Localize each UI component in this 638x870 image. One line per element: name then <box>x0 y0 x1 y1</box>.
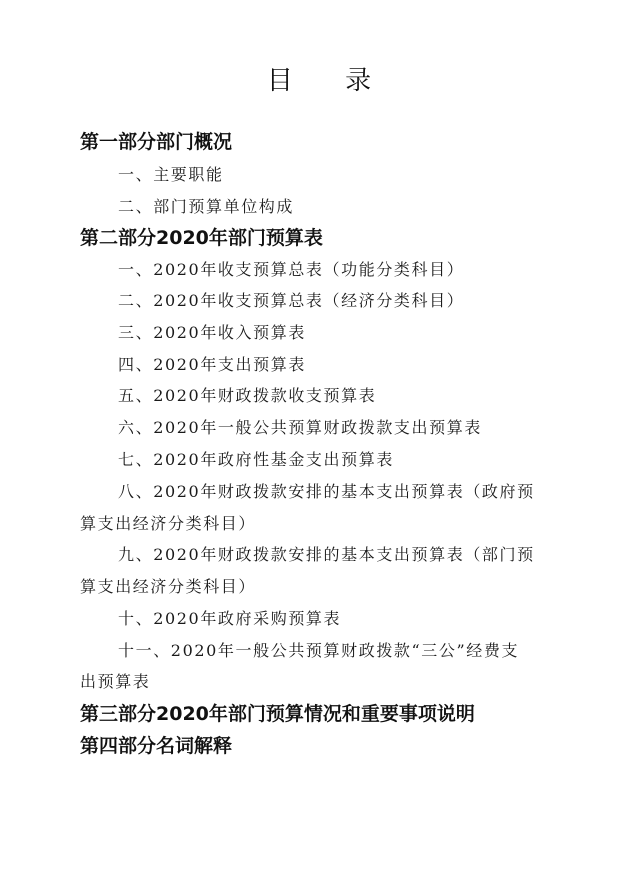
toc-item-2-8: 八、2020年财政拨款安排的基本支出预算表（政府预 <box>118 482 535 501</box>
toc-part-3: 第三部分2020年部门预算情况和重要事项说明 <box>80 703 475 725</box>
toc-item-unit-composition: 二、部门预算单位构成 <box>118 197 295 216</box>
toc-item-main-functions: 一、主要职能 <box>118 165 224 184</box>
toc-item-2-11-continued: 出预算表 <box>80 672 151 691</box>
toc-item-2-4: 四、2020年支出预算表 <box>118 355 306 374</box>
toc-item-2-6: 六、2020年一般公共预算财政拨款支出预算表 <box>118 418 482 437</box>
toc-item-2-3: 三、2020年收入预算表 <box>118 323 306 342</box>
toc-item-2-11: 十一、2020年一般公共预算财政拨款“三公”经费支 <box>118 641 520 660</box>
toc-item-2-9: 九、2020年财政拨款安排的基本支出预算表（部门预 <box>118 545 535 564</box>
toc-item-2-1: 一、2020年收支预算总表（功能分类科目） <box>118 260 465 279</box>
toc-item-2-2: 二、2020年收支预算总表（经济分类科目） <box>118 291 465 310</box>
toc-part-2: 第二部分2020年部门预算表 <box>80 227 323 249</box>
toc-item-2-9-continued: 算支出经济分类科目） <box>80 577 257 596</box>
toc-item-2-5: 五、2020年财政拨款收支预算表 <box>118 386 377 405</box>
toc-item-2-7: 七、2020年政府性基金支出预算表 <box>118 450 394 469</box>
toc-title: 目 录 <box>266 66 394 96</box>
toc-item-2-10: 十、2020年政府采购预算表 <box>118 609 342 628</box>
toc-part-1: 第一部分部门概况 <box>80 131 233 153</box>
toc-part-4: 第四部分名词解释 <box>80 735 233 757</box>
toc-item-2-8-continued: 算支出经济分类科目） <box>80 514 257 533</box>
